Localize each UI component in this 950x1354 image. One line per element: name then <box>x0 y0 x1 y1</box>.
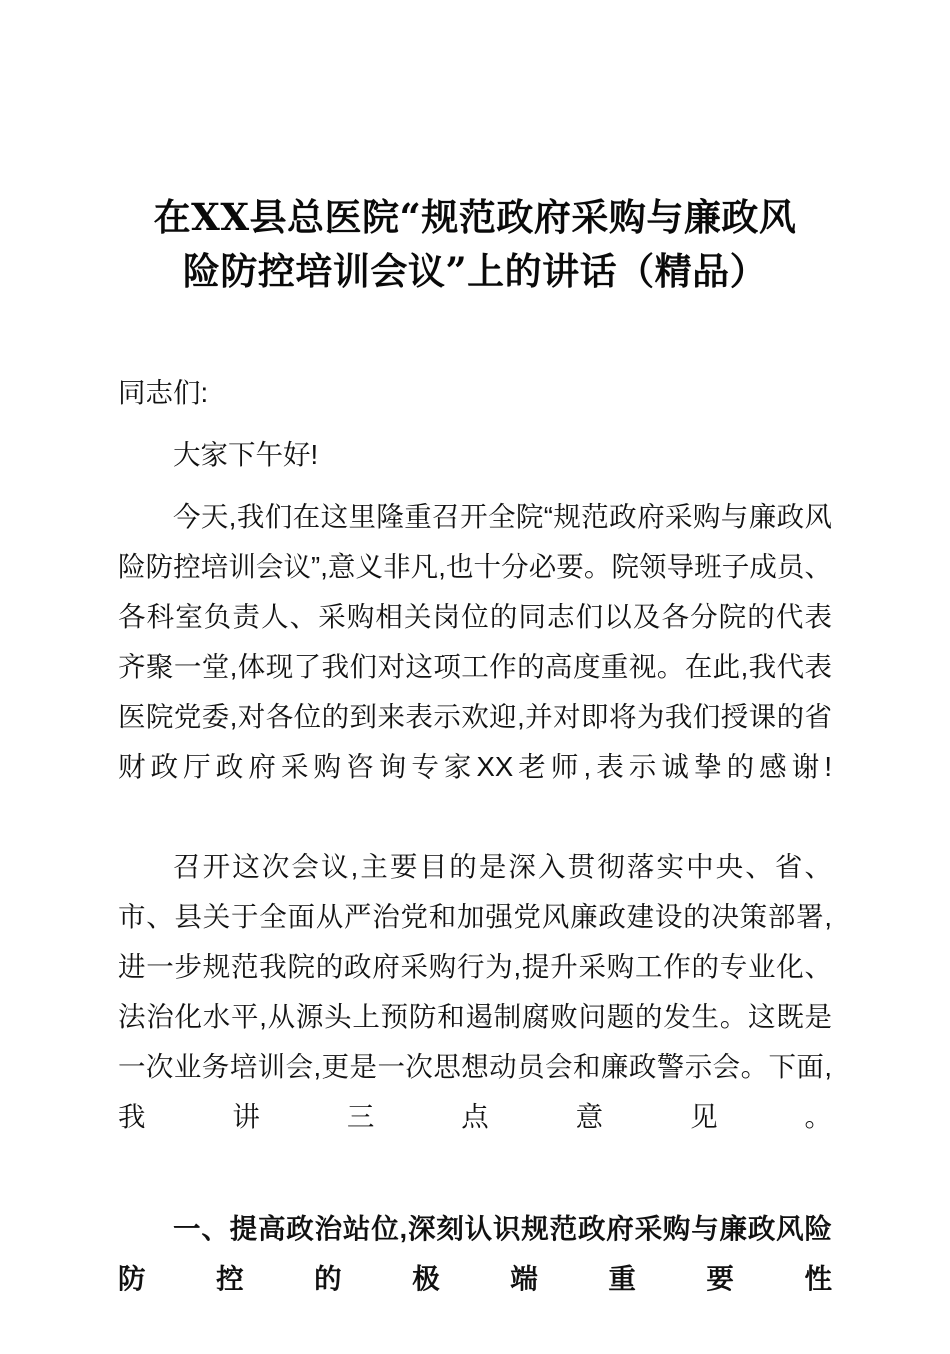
greeting-line: 大家下午好! <box>173 439 319 470</box>
section-heading-1: 一、提高政治站位,深刻认识规范政府采购与廉政风险防控的极端重要性 <box>118 1213 832 1294</box>
page-title <box>118 190 832 298</box>
document-body <box>118 368 832 1354</box>
salutation-line: 同志们: <box>118 377 209 408</box>
paragraph-2: 召开这次会议,主要目的是深入贯彻落实中央、省、市、县关于全面从严治党和加强党风廉政建设的决策部署,进一步规范我院的政府采购行为,提升采购工作的专业化、法治化水平,从源头上预防和遏制腐败问题的发生。这既是一次业务培训会,更是一次思想动员会和廉政警示会。下面,我讲三点意见。 <box>118 851 832 1132</box>
paragraph-1: 今天,我们在这里隆重召开全院“规范政府采购与廉政风险防控培训会议”,意义非凡,也十分必要。院领导班子成员、各科室负责人、采购相关岗位的同志们以及各分院的代表齐聚一堂,体现了我们对这项工作的高度重视。在此,我代表医院党委,对各位的到来表示欢迎,并对即将为我们授课的省财政厅政府采购咨询专家XX老师,表示诚挚的感谢! <box>118 501 832 782</box>
page-title-line-1: 在XX县总医院“规范政府采购与廉政风 <box>153 195 797 239</box>
page-title-line-2: 险防控培训会议”上的讲话（精品） <box>182 249 768 293</box>
